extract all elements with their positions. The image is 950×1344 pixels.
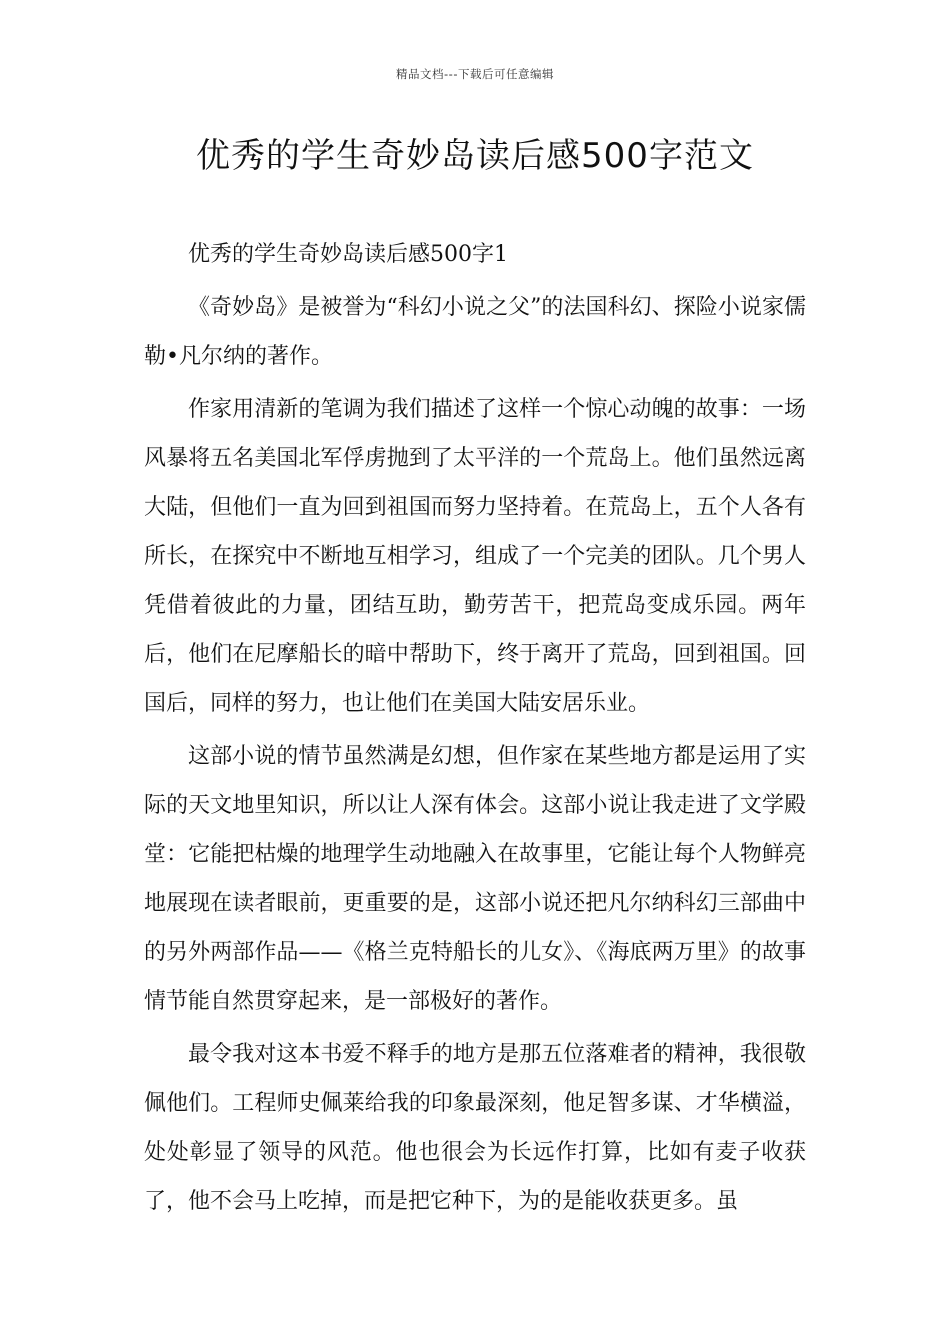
document-title: 优秀的学生奇妙岛读后感500字范文	[196, 136, 754, 176]
paragraph: 最令我对这本书爱不释手的地方是那五位落难者的精神，我很敬佩他们。工程师史佩莱给我的印象最深刻，他足智多谋、才华横溢，处处彰显了领导的风范。他也很会为长远作打算，比如有麦子收获了，他不会马上吃掉，而是把它种下，为的是能收获更多。虽	[144, 1042, 806, 1214]
paragraph-subtitle: 优秀的学生奇妙岛读后感500字1	[188, 242, 508, 267]
paragraph: 作家用清新的笔调为我们描述了这样一个惊心动魄的故事：一场风暴将五名美国北军俘虏抛到了太平洋的一个荒岛上。他们虽然远离大陆，但他们一直为回到祖国而努力坚持着。在荒岛上，五个人各有所长，在探究中不断地互相学习，组成了一个完美的团队。几个男人凭借着彼此的力量，团结互助，勤劳苦干，把荒岛变成乐园。两年后，他们在尼摩船长的暗中帮助下，终于离开了荒岛，回到祖国。回国后，同样的努力，也让他们在美国大陆安居乐业。	[144, 397, 806, 716]
header-note: 精品文档---下载后可任意编辑	[396, 67, 554, 81]
paragraph: 这部小说的情节虽然满是幻想，但作家在某些地方都是运用了实际的天文地里知识，所以让人深有体会。这部小说让我走进了文学殿堂：它能把枯燥的地理学生动地融入在故事里，它能让每个人物鲜亮地展现在读者眼前，更重要的是，这部小说还把凡尔纳科幻三部曲中的另外两部作品——《格兰克特船长的儿女》、《海底两万里》的故事情节能自然贯穿起来，是一部极好的著作。	[144, 744, 806, 1014]
paragraph: 《奇妙岛》是被誉为“科幻小说之父”的法国科幻、探险小说家儒勒•凡尔纳的著作。	[144, 295, 806, 369]
document-body	[144, 230, 806, 1230]
